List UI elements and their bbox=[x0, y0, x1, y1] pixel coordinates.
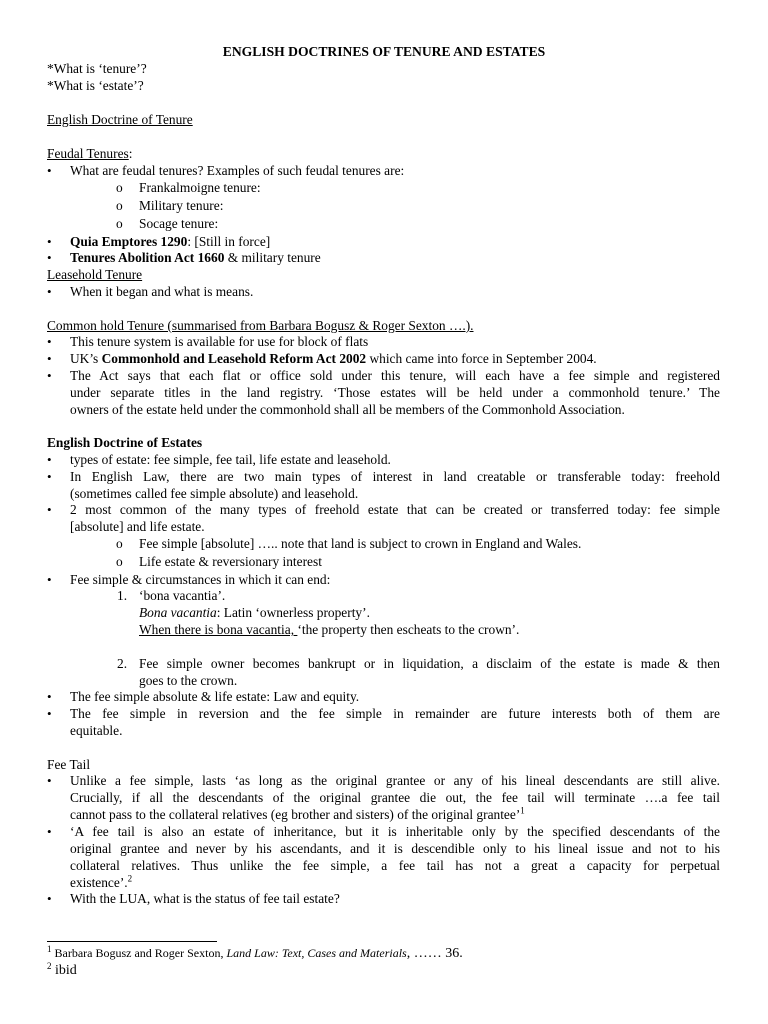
footnote-1: $^1$ Barbara Bogusz and Roger Sexton, Land Law: Text, Cases and Materials, …… 36. bbox=[47, 944, 463, 961]
footnote-ref-1: 1 bbox=[520, 805, 525, 816]
numbered-item-2-line-2: goes to the crown. bbox=[139, 673, 238, 688]
feudal-bullet-1: What are feudal tenures? Examples of such feudal tenures are: bbox=[70, 163, 405, 178]
bullet-icon: • bbox=[47, 351, 52, 366]
numbered-item-2-line-1: Fee simple owner becomes bankrupt or in liquidation, a disclaim of the estate is made & then bbox=[139, 656, 720, 671]
bullet-icon: • bbox=[47, 469, 52, 484]
commonhold-bullet-3-line-1: The Act says that each flat or office sold under this tenure, will each have a fee simple and registered bbox=[70, 368, 720, 383]
estates-bullet-4: Fee simple & circumstances in which it can end: bbox=[70, 572, 331, 587]
bullet-icon: • bbox=[47, 284, 52, 299]
subheading-leasehold: Leasehold Tenure bbox=[47, 267, 143, 282]
numbered-item-1-line-2: Bona vacantia: Latin ‘ownerless property’. bbox=[139, 605, 370, 620]
bullet-icon: • bbox=[47, 234, 52, 249]
bullet-icon: • bbox=[47, 689, 52, 704]
bullet-icon: • bbox=[47, 368, 52, 383]
numbered-item-1-line-1: ‘bona vacantia’. bbox=[139, 588, 226, 603]
estates-bullet-2-line-2: (sometimes called fee simple absolute) and leasehold. bbox=[70, 486, 359, 501]
numbered-item-1-number: 1. bbox=[117, 588, 128, 603]
bullet-icon: • bbox=[47, 773, 52, 788]
subheading-feudal: Feudal Tenures: bbox=[47, 146, 133, 161]
leasehold-bullet-1: When it began and what is means. bbox=[70, 284, 254, 299]
question-tenure: *What is ‘tenure’? bbox=[47, 61, 147, 76]
bullet-icon: • bbox=[47, 163, 52, 178]
estates-bullet-6-line-2: equitable. bbox=[70, 723, 123, 738]
numbered-item-2-number: 2. bbox=[117, 656, 128, 671]
commonhold-bullet-2: UK’s Commonhold and Leasehold Reform Act 2002 which came into force in September 2004. bbox=[70, 351, 597, 366]
estates-sub-1: Fee simple [absolute] ….. note that land is subject to crown in England and Wales. bbox=[139, 536, 582, 551]
estates-bullet-6-line-1: The fee simple in reversion and the fee simple in remainder are future interests both of them are bbox=[70, 706, 720, 721]
footnote-ref-2: 2 bbox=[127, 873, 133, 884]
feetail-bullet-1-line-3: cannot pass to the collateral relatives (eg brother and sisters) of the original grantee’$^1$ bbox=[70, 805, 525, 822]
bullet-icon: • bbox=[47, 706, 52, 721]
feudal-bullet-2: Quia Emptores 1290: [Still in force] bbox=[70, 234, 271, 249]
commonhold-bullet-3-line-3: owners of the estate held under the commonhold shall all be members of the Commonhold Association. bbox=[70, 402, 625, 417]
feetail-bullet-2-line-3: collateral relatives. Thus unlike the fee simple, a fee tail has not a great a capacity for perpetual bbox=[70, 858, 720, 873]
bullet-icon: • bbox=[47, 334, 52, 349]
feetail-bullet-2-line-2: original grantee and never by his ascendants, and it is descendible only to his lineal issue and not to his bbox=[70, 841, 720, 856]
estates-bullet-3-line-1: 2 most common of the many types of freehold estate that can be created or transferred today: fee simple bbox=[70, 502, 720, 517]
feetail-bullet-1-line-2: Crucially, if all the descendants of the original grantee die out, the fee tail will terminate ….a fee tail bbox=[70, 790, 720, 805]
estates-bullet-1: types of estate: fee simple, fee tail, life estate and leasehold. bbox=[70, 452, 391, 467]
question-estate: *What is ‘estate’? bbox=[47, 78, 144, 93]
feetail-bullet-1-line-1: Unlike a fee simple, lasts ‘as long as the original grantee or any of his lineal descendants are still alive. bbox=[70, 773, 720, 788]
document-title: ENGLISH DOCTRINES OF TENURE AND ESTATES bbox=[222, 44, 546, 59]
feetail-bullet-2-line-1: ‘A fee tail is also an estate of inheritance, but it is inheritable only by the specified descendants of the bbox=[70, 824, 720, 839]
feetail-bullet-3: With the LUA, what is the status of fee tail estate? bbox=[70, 891, 340, 906]
feudal-sub-1: Frankalmoigne tenure: bbox=[139, 180, 261, 195]
sub-bullet-icon: o bbox=[116, 198, 123, 213]
section-heading-tenure: English Doctrine of Tenure bbox=[47, 112, 193, 127]
subheading-fee-tail: Fee Tail bbox=[47, 757, 91, 772]
feudal-sub-2: Military tenure: bbox=[139, 198, 224, 213]
estates-bullet-2-line-1: In English Law, there are two main types of interest in land creatable or transferable today: freehold bbox=[70, 469, 720, 484]
commonhold-bullet-3-line-2: under separate titles in the land registry. ‘Those estates will be held under a commonhold tenure.’ The bbox=[70, 385, 720, 400]
section-heading-estates: English Doctrine of Estates bbox=[47, 435, 203, 450]
sub-bullet-icon: o bbox=[116, 216, 123, 231]
bullet-icon: • bbox=[47, 891, 52, 906]
numbered-item-1-line-3: When there is bona vacantia, ‘the property then escheats to the crown’. bbox=[139, 622, 520, 637]
bullet-icon: • bbox=[47, 572, 52, 587]
bullet-icon: • bbox=[47, 502, 52, 517]
feudal-bullet-3: Tenures Abolition Act 1660 & military tenure bbox=[70, 250, 321, 265]
commonhold-bullet-1: This tenure system is available for use for block of flats bbox=[70, 334, 369, 349]
bullet-icon: • bbox=[47, 824, 52, 839]
estates-bullet-3-line-2: [absolute] and life estate. bbox=[70, 519, 205, 534]
feetail-bullet-2-line-4: existence’.$^2$ bbox=[70, 873, 133, 890]
estates-bullet-5: The fee simple absolute & life estate: Law and equity. bbox=[70, 689, 360, 704]
bullet-icon: • bbox=[47, 250, 52, 265]
feudal-sub-3: Socage tenure: bbox=[139, 216, 219, 231]
subheading-commonhold: Common hold Tenure (summarised from Barbara Bogusz & Roger Sexton ….). bbox=[47, 318, 474, 333]
sub-bullet-icon: o bbox=[116, 536, 123, 551]
sub-bullet-icon: o bbox=[116, 554, 123, 569]
footnote-separator bbox=[47, 941, 217, 942]
bullet-icon: • bbox=[47, 452, 52, 467]
estates-sub-2: Life estate & reversionary interest bbox=[139, 554, 322, 569]
footnote-2: $^2$ ibid bbox=[47, 961, 77, 978]
sub-bullet-icon: o bbox=[116, 180, 123, 195]
